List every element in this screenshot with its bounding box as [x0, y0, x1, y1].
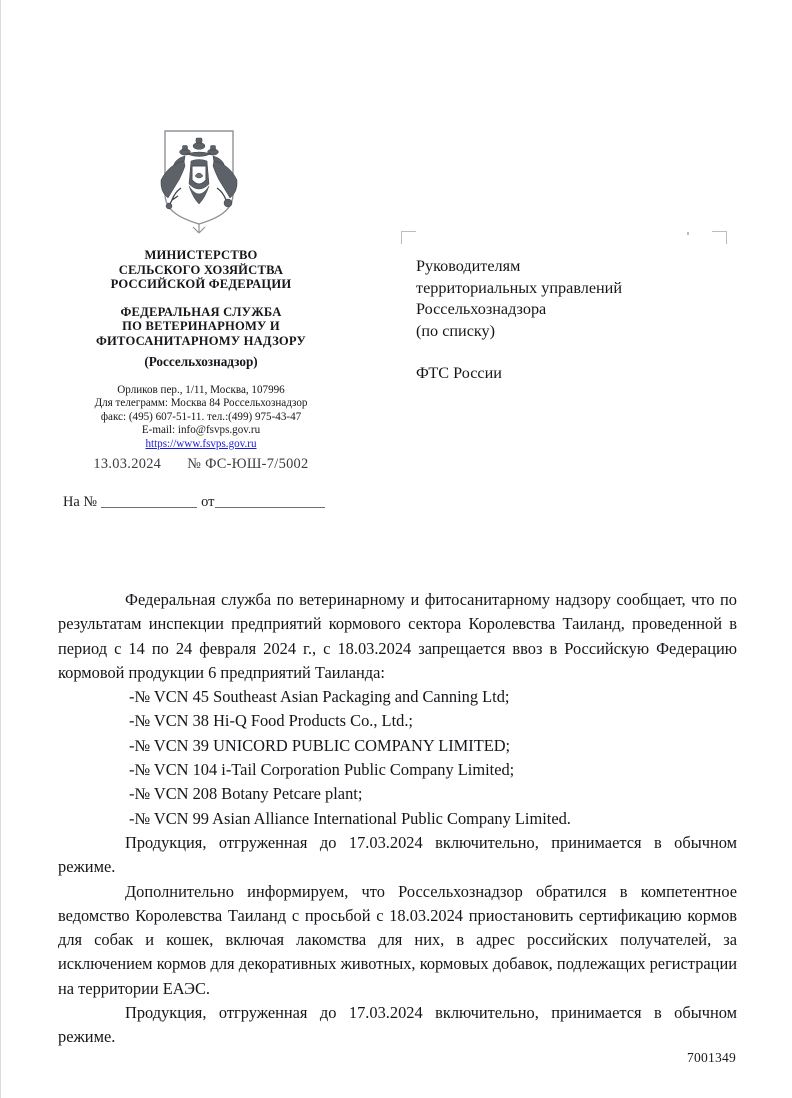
- body-paragraph-4: Продукция, отгруженная до 17.03.2024 включительно, принимается в обычном режиме.: [58, 1003, 737, 1047]
- list-item: -№ VCN 45 Southeast Asian Packaging and Canning Ltd;: [129, 687, 510, 707]
- letter-number: № ФС-ЮШ-7/5002: [187, 455, 309, 472]
- letter-body: [58, 588, 737, 1050]
- body-paragraph-3: Дополнительно информируем, что Россельхознадзор обратился в компетентное ведомство Королевства Таиланд с просьбой с 18.03.2024 приостановить сертификацию кормов для собак и кошек, включая лакомства для них, в адрес российских получателей, за исключением кормов для декоративных животных, кормовых добавок, подлежащих регистрации на территории ЕАЭС.: [58, 881, 737, 998]
- addressee-corner-top-left: [401, 231, 416, 244]
- telegram-address: Для телеграмм: Москва 84 Россельхознадзор: [94, 397, 308, 410]
- russian-coat-of-arms-icon: [151, 128, 247, 240]
- service-line: ФЕДЕРАЛЬНАЯ СЛУЖБА: [120, 304, 282, 319]
- list-item: -№ VCN 38 Hi-Q Food Products Co., Ltd.;: [129, 711, 413, 731]
- service-line: ПО ВЕТЕРИНАРНОМУ И: [122, 319, 280, 334]
- reply-date-field[interactable]: [215, 495, 325, 508]
- ministry-name: [41, 248, 361, 292]
- letter-date: 13.03.2024: [93, 455, 162, 472]
- addressee-spacer: [416, 342, 726, 363]
- service-short-name: (Россельхознадзор): [144, 353, 258, 369]
- reply-ref-label: На №: [63, 494, 98, 510]
- addressee-corner-top-right: [712, 231, 727, 244]
- ministry-line: СЕЛЬСКОГО ХОЗЯЙСТВА: [118, 262, 284, 277]
- service-line: ФИТОСАНИТАРНОМУ НАДЗОРУ: [96, 333, 306, 348]
- list-item: -№ VCN 208 Botany Petcare plant;: [129, 784, 363, 804]
- website-link[interactable]: https://www.fsvps.gov.ru: [145, 437, 257, 450]
- addressee-secondary: ФТС России: [416, 364, 502, 382]
- postal-address: Орликов пер., 1/11, Москва, 107996: [117, 383, 285, 396]
- addressee-line: Руководителям: [416, 257, 521, 275]
- banned-enterprise-list: [58, 685, 737, 831]
- letterhead: [41, 248, 361, 473]
- body-paragraph-2: Продукция, отгруженная до 17.03.2024 включительно, принимается в обычном режиме.: [58, 832, 737, 877]
- document-footer-code: 7001349: [687, 1050, 736, 1065]
- list-item: -№ VCN 99 Asian Alliance International Public Company Limited.: [129, 808, 571, 828]
- incoming-reference-line: [63, 492, 325, 512]
- reply-date-label: от: [201, 494, 215, 510]
- ministry-line: МИНИСТЕРСТВО: [144, 248, 258, 262]
- body-paragraph-1: Федеральная служба по ветеринарному и фитосанитарному надзору сообщает, что по результатам инспекции предприятий кормового сектора Королевства Таиланд, проведенной в период с 14 по 24 февраля 2024 г., с 18.03.2024 запрещается ввоз в Российскую Федерацию кормовой продукции 6 предприятий Таиланда:: [58, 590, 737, 682]
- list-item: -№ VCN 39 UNICORD PUBLIC COMPANY LIMITED;: [129, 735, 511, 755]
- list-item: -№ VCN 104 i-Tail Corporation Public Company Limited;: [129, 760, 515, 780]
- email-address: E-mail: info@fsvps.gov.ru: [141, 424, 261, 437]
- service-name: [41, 305, 361, 349]
- addressee-line: Россельхознадзора: [416, 300, 547, 318]
- addressee-line: (по списку): [416, 321, 496, 340]
- fax-phone: факс: (495) 607-51-11. тел.:(499) 975-43-47: [100, 410, 302, 423]
- addressee-block: [416, 256, 726, 385]
- reply-ref-field[interactable]: [101, 495, 197, 508]
- ministry-line: РОССИЙСКОЙ ФЕДЕРАЦИИ: [110, 277, 292, 292]
- contact-block: [41, 384, 361, 452]
- outgoing-reference: [41, 455, 361, 473]
- addressee-line: территориальных управлений: [416, 278, 623, 297]
- addressee-corner-dot: [687, 232, 689, 235]
